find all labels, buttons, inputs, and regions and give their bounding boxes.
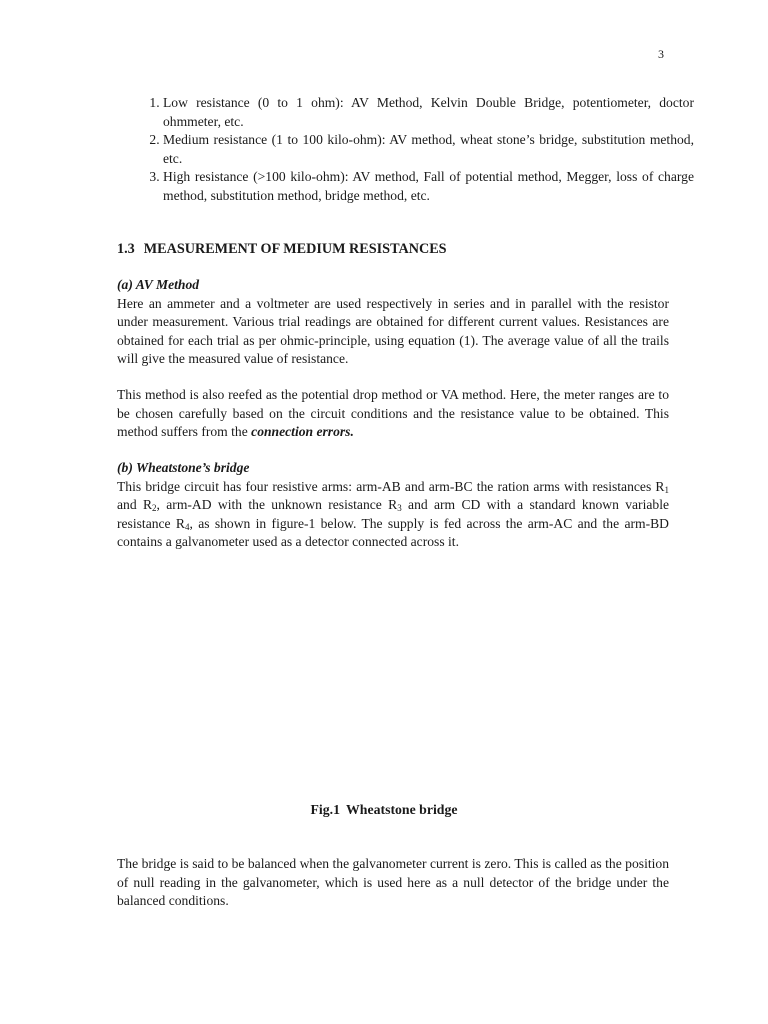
list-item-low-resistance: 1. Low resistance (0 to 1 ohm): AV Method, Kelvin Double Bridge, potentiometer, doctor ohmmeter, etc.	[163, 94, 694, 131]
figure-title: Wheatstone bridge	[345, 802, 458, 817]
subscript-r2: 2	[152, 503, 157, 513]
subscript-r4: 4	[184, 521, 190, 532]
wheatstone-section	[117, 459, 669, 552]
av-method-paragraph-2	[117, 386, 669, 442]
wheatstone-text-2: and R	[117, 497, 153, 512]
list-item-medium-resistance: 2. Medium resistance (1 to 100 kilo-ohm): AV method, wheat stone’s bridge, substitution method, etc.	[163, 131, 694, 168]
wheatstone-text-5: , as shown in figure-1 below. The supply is fed across the arm-AC and the arm-BD contains a galvanometer used as a detector connected across it.	[117, 515, 669, 549]
wheatstone-heading: (b) Wheatstone’s bridge	[117, 460, 250, 475]
av-method-heading: (a) AV Method	[117, 277, 200, 292]
figure-number: Fig.1	[310, 802, 340, 817]
figure-caption	[0, 801, 768, 820]
wheatstone-text-3: , arm-AD with the unknown resistance R	[156, 497, 398, 512]
figure-placeholder	[117, 580, 669, 790]
resistance-types-list	[138, 94, 694, 205]
section-number: 1.3	[117, 241, 135, 257]
list-item-high-resistance: 3. High resistance (>100 kilo-ohm): AV method, Fall of potential method, Megger, loss of charge method, substitution method, bridge method, etc.	[163, 168, 694, 205]
balance-paragraph: The bridge is said to be balanced when the galvanometer current is zero. This is called as the position of null reading in the galvanometer, which is used here as a null detector of the bridge under the balanced conditions.	[117, 856, 669, 908]
av-method-paragraph: Here an ammeter and a voltmeter are used respectively in series and in parallel with the resistor under measurement. Various trial readings are obtained for different current values. Resistances are obtained for each trial as per ohmic-principle, using equation (1). The average value of all the trails will give the measured value of resistance.	[117, 295, 669, 366]
wheatstone-text-4: and arm CD with a standard known variable resistance R	[117, 497, 669, 531]
av-method-text: This method is also reefed as the potential drop method or VA method. Here, the meter ranges are to be chosen carefully based on the circuit conditions and the resistance value to be obtained. This method suffers from the	[117, 387, 669, 439]
subscript-r3: 3	[397, 503, 402, 513]
subscript-r1: 1	[664, 484, 669, 495]
wheatstone-text-1: This bridge circuit has four resistive arms: arm-AB and arm-BC the ration arms with resistances R	[117, 478, 665, 494]
section-title: MEASUREMENT OF MEDIUM RESISTANCES	[143, 241, 447, 257]
connection-errors-emphasis: connection errors.	[251, 424, 354, 439]
page-number: 3	[658, 47, 664, 61]
wheatstone-paragraph	[117, 478, 669, 552]
av-method-section	[117, 276, 669, 369]
section-heading	[117, 240, 447, 259]
